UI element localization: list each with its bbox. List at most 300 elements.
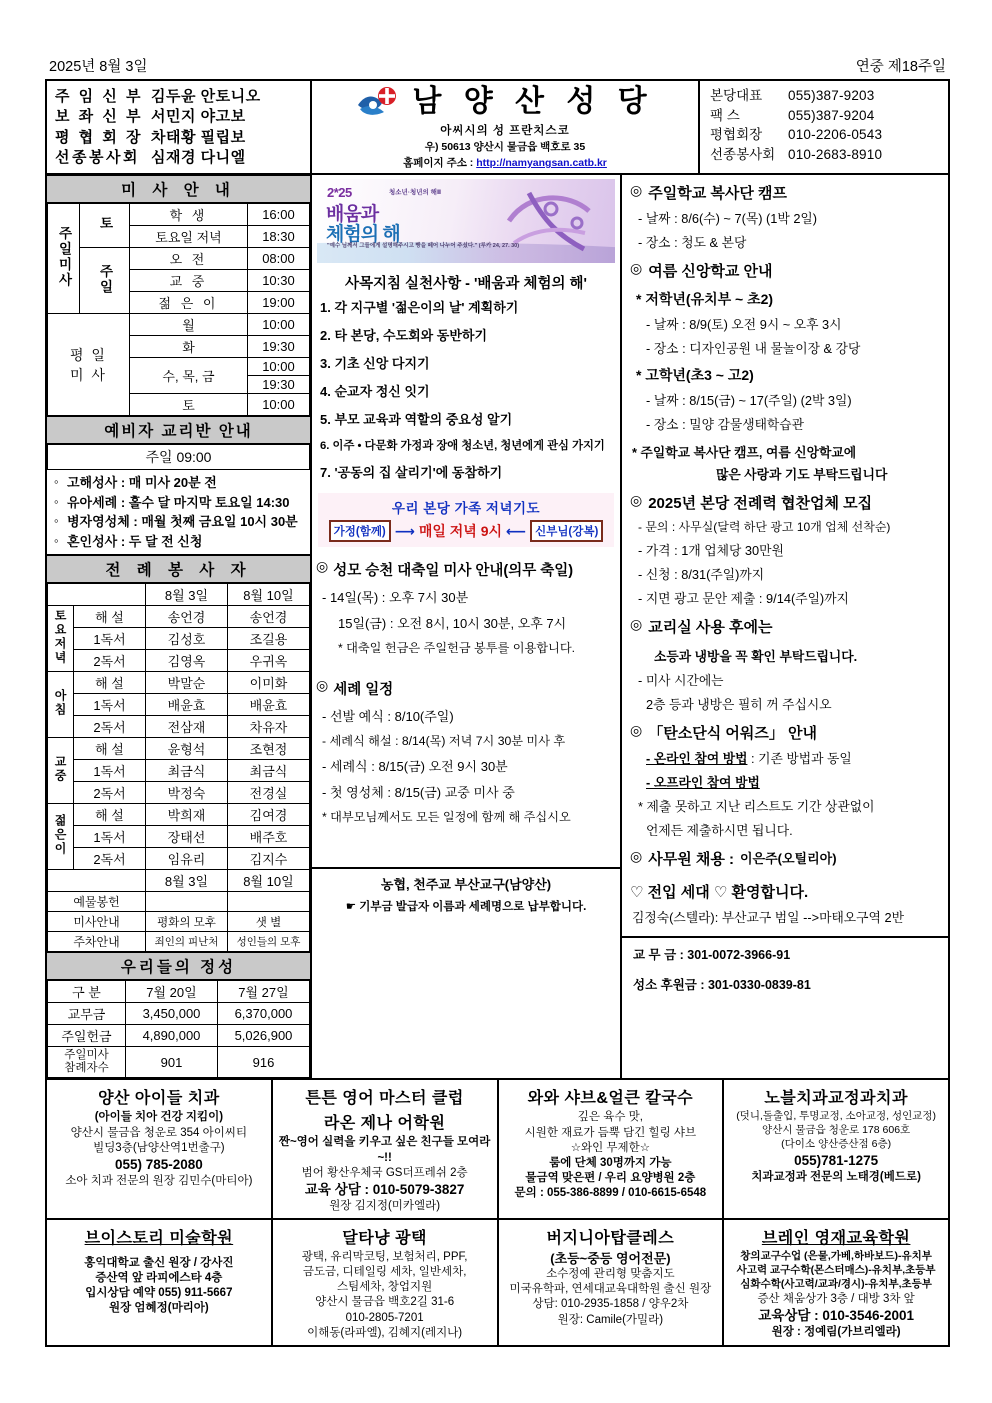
mass-name: 화 [130,336,248,358]
church-homepage [314,155,696,170]
ad-card[interactable] [273,1220,499,1345]
bullet-target-icon: ◎ [630,260,643,276]
assumption-line: * 대축일 헌금은 주일헌금 봉투를 이용합니다. [338,641,575,656]
mass-time: 19:00 [247,292,309,314]
volunteer-role: 2독서 [74,650,146,672]
bulletin-body [45,175,950,1080]
ad-line: 광택, 유리막코팅, 보험처리, PPF, [301,1250,468,1263]
contact-row [710,145,944,165]
staff-role: 선종봉사회 [55,148,140,166]
lower-grade-line: - 장소 : 디자인공원 내 물놀이장 & 강당 [646,341,861,356]
bullet-target-icon: ◎ [630,492,643,508]
volunteer-group-label: 아침 [53,689,67,717]
ad-title: 와와 샤브&얼큰 칼국수 [527,1090,694,1108]
ad-line: 증산역 앞 라피에스타 4층 [95,1272,223,1285]
offering-label: 주일헌금 [48,1025,126,1047]
assumption-heading: 성모 승천 대축일 미사 안내(의무 축일) [333,563,574,580]
table-row [48,1047,310,1078]
volunteer-name: 최금식 [146,760,228,782]
volunteer-role: 1독서 [74,694,146,716]
ad-title-2: 라온 제나 어학원 [323,1115,446,1133]
ad-line: (다이소 양산증산점 6층) [781,1138,892,1151]
welcome-row [630,881,944,902]
ad-line: (덧니,돌출입, 투명교정, 소아교정, 성인교정) [736,1110,937,1123]
mass-name: 토 [130,394,248,416]
table-row [48,981,310,1003]
ad-line: (아이들 치아 건강 지킴이) [94,1111,224,1124]
bulletin-page [45,55,950,1347]
extra-role: 예물봉헌 [48,892,146,912]
staff-row [55,107,304,127]
contact-number: 010-2683-8910 [788,146,883,162]
volunteer-name: 박정숙 [146,782,228,804]
offering-heading: 우리들의 정성 [47,952,310,980]
ad-line: 양산시 물금읍 청운로 178 606호 [762,1124,911,1137]
sponsor-line: - 가격 : 1개 업체당 30만원 [638,543,784,558]
contact-number: 055)387-9203 [788,88,875,103]
carbon-note-1: * 제출 못하고 지난 리스트도 기간 상관없이 [638,799,875,814]
contact-label: 평협회장 [710,127,763,143]
contact-row [710,106,944,126]
pastoral-item: 1. 각 지구별 '젊은이의 날' 계획하기 [320,300,519,315]
right-column [622,175,948,1078]
ad-phone: 055) 785-2080 [114,1156,203,1172]
baptism-line: - 첫 영성체 : 8/15(금) 교중 미사 중 [322,785,515,801]
extra-value: 평화의 모후 [146,912,228,932]
ad-phone: 입시상담 예약 055) 911-5667 [85,1287,233,1300]
lower-grade-line: - 날짜 : 8/9(토) 오전 9시 ~ 오후 3시 [646,317,842,332]
sacrament-item: ◦ 혼인성사 : 두 달 전 신청 [54,532,308,552]
ad-line: 홍익대학교 출신 원장 / 강사진 [84,1256,234,1269]
mass-schedule-heading: 미 사 안 내 [47,175,310,203]
volunteer-name: 김영옥 [146,650,228,672]
table-row [48,584,310,606]
poster-line-2: 체험의 해 [326,224,400,245]
church-address: 우) 50613 양산시 물금읍 백호로 35 [424,141,586,153]
family-evening-prayer-box [318,493,614,547]
pastoral-item: 6. 이주 • 다문화 가정과 장애 청소년, 청년에게 관심 가지기 [320,440,605,453]
masthead [45,79,950,175]
volunteer-date-2: 8월 10일 [228,584,310,606]
sponsor-line: - 문의 : 사무실(달력 하단 광고 10개 업체 선착순) [638,520,891,534]
sacrament-item: ◦ 유아세례 : 홀수 달 마지막 토요일 14:30 [54,493,308,513]
ad-phone: 교육 상담 : 010-5079-3827 [304,1181,465,1197]
ad-line: (초등~중등 영어전문) [550,1250,671,1266]
volunteer-name: 장태선 [146,826,228,848]
bullet-target-icon: ◎ [316,558,329,575]
clergy-staff-list [47,81,312,173]
account-line: 교 무 금 : 301-0072-3966-91 [633,948,791,962]
baptism-heading-row [316,678,616,699]
ad-line: 범어 황산우체국 GS더프레쉬 2층 [301,1166,468,1179]
sponsor-heading-row [630,492,944,513]
staff-role: 보 좌 신 부 [55,108,143,126]
sacrament-item: ◦ 병자영성체 : 매월 첫째 금요일 10시 30분 [54,512,308,532]
table-row [48,870,310,892]
ad-card[interactable] [499,1220,725,1345]
volunteer-name: 김여경 [228,804,310,826]
table-row [48,932,310,952]
ad-line: ☆와인 무제한☆ [570,1141,651,1154]
ad-line: 치과교정과 전문의 노태경(베드로) [751,1170,921,1183]
poster-line-1: 배움과 [326,204,379,225]
sunday-label: 주일 [97,263,113,295]
table-row [48,628,310,650]
bank-name: 농협, 천주교 부산교구(남양산) [380,877,552,893]
volunteer-date-1: 8월 3일 [146,584,228,606]
bullet-target-icon: ◎ [630,616,643,632]
ad-card[interactable] [724,1080,948,1218]
offering-label: 교무금 [48,1003,126,1025]
ad-line: 룸에 단체 30명까지 가능 [549,1156,672,1169]
ad-line: 증산 채움상가 3층 / 대방 3차 앞 [757,1292,915,1305]
pastoral-item: 7. '공동의 집 살리기'에 동참하기 [320,465,503,481]
dateline [45,55,950,79]
assumption-line: - 14일(목) : 오후 7시 30분 [322,590,469,606]
ad-line: 원장 김지정(미카엘라) [329,1199,441,1212]
offering-amount: 3,450,000 [126,1003,218,1025]
offering-amount: 6,370,000 [218,1003,310,1025]
contact-label: 팩 스 [710,107,740,123]
extra-value: 죄인의 피난처 [146,932,228,952]
pastoral-item: 4. 순교자 정신 잇기 [320,383,430,399]
ad-line: 소아 치과 전문의 원장 김민수(마티아) [65,1174,253,1187]
church-identity [312,81,700,173]
volunteer-name: 임유리 [146,848,228,870]
table-row [48,314,310,336]
classroom-line: - 미사 시간에는 [638,673,724,688]
baptism-line: * 대부모님께서도 모든 일정에 함께 해 주십시오 [322,810,571,825]
ad-line: 소수정예 관리형 맞춤지도 [546,1268,675,1281]
baptism-line: - 세례식 해설 : 8/14(목) 저녁 7시 30분 미사 후 [322,734,566,749]
sponsor-line: - 신청 : 8/31(주일)까지 [638,567,765,582]
left-column [47,175,312,1078]
mass-time: 16:00 [247,204,309,226]
poster-quote: "예수 님께서 그들에게 설명해주시고 빵을 떼어 나누어 주셨다." (루카 24, 27. 30) [327,243,520,249]
extra-value: 성인들의 모후 [228,932,310,952]
table-row [48,760,310,782]
camp-line: - 날짜 : 8/6(수) ~ 7(목) (1박 2일) [638,211,818,226]
assumption-section [316,559,616,656]
volunteer-role: 2독서 [74,782,146,804]
staff-name: 차태황 필립보 [151,128,246,146]
sponsor-heading: 2025년 본당 전례력 협찬업체 모집 [648,495,873,512]
staff-row [55,128,304,148]
table-row [48,826,310,848]
table-row [48,1003,310,1025]
carbon-offline-label: - 오프라인 참여 방법 [646,775,760,790]
baptism-heading: 세례 일정 [333,682,394,699]
ad-line: 물금역 맞은편 / 우리 요양병원 2층 [525,1172,696,1185]
volunteer-name: 조현정 [228,738,310,760]
mass-name: 교 중 [130,270,248,292]
ad-line: 금도금, 디테일링 세차, 일반세차, [302,1266,467,1279]
classroom-line: 2층 등과 냉방은 필히 꺼 주십시오 [646,697,832,712]
volunteer-name: 송언경 [146,606,228,628]
middle-column [312,175,622,1078]
lower-grade-title: * 저학년(유치부 ~ 초2) [636,291,774,307]
extra-date-2: 8월 10일 [228,870,310,892]
ad-card[interactable] [47,1220,273,1345]
sacrament-list [47,470,310,555]
arrow-left-icon: ⟵ [506,522,527,539]
weekday-mass-label: 평 일 미 사 [48,314,130,416]
ad-phone: 055)781-1275 [794,1153,879,1169]
catechumen-time: 주일 09:00 [48,445,310,470]
offering-label: 주일미사 참례자수 [48,1047,126,1078]
upper-grade-line: - 장소 : 밀양 감물생태학습관 [646,417,805,432]
contact-number: 055)387-9204 [788,107,875,123]
ad-card[interactable] [273,1080,499,1218]
extra-date-1: 8월 3일 [146,870,228,892]
prayer-time: 매일 저녁 9시 [418,523,503,540]
saturday-label: 토 [97,216,113,232]
summer-school-note-1: * 주일학교 복사단 캠프, 여름 신앙학교에 [632,445,857,460]
bullet-target-icon: ◎ [316,677,329,694]
offering-table [47,980,310,1078]
staff-hire-name: 이은주(오틸리아) [740,851,837,866]
ad-line: 빌딩3층(남양산역1번출구) [93,1141,225,1154]
account-line: 성소 후원금 : 301-0330-0839-81 [633,978,811,992]
bulletin-date: 2025년 8월 3일 [49,59,148,75]
volunteers-table [47,583,310,952]
prayer-right-tag: 신부님(강복) [530,520,603,542]
baptism-section [316,678,616,825]
ad-title: 브레인 영재교육학원 [761,1229,911,1247]
bullet-target-icon: ◎ [630,848,643,864]
contact-list [700,81,948,173]
table-row [48,694,310,716]
classroom-heading-2: 소등과 냉방을 꼭 확인 부탁드립니다. [654,649,858,664]
ad-row-1 [47,1080,948,1220]
arrow-right-icon: ⟶ [394,522,415,539]
ad-card[interactable] [499,1080,725,1218]
table-row [48,445,310,470]
mass-time: 19:30 [247,376,309,394]
carbon-note-2: 언제든 제출하시면 됩니다. [646,823,793,838]
volunteer-name: 전삼재 [146,716,228,738]
ad-row-2 [47,1220,948,1345]
carbon-online-label: - 온라인 참여 방법 [646,751,748,766]
ad-phone: 교육상담 : 010-3546-2001 [758,1307,914,1323]
volunteer-name: 박말순 [146,672,228,694]
table-row [48,892,310,912]
poster-figure-icon [489,181,609,261]
carbon-online-row [646,748,944,767]
mass-time: 10:00 [247,358,309,376]
carbon-heading-row [630,722,944,743]
welcome-line: 김정숙(스텔라): 부산교구 범일 -->마태오구역 2반 [632,910,904,925]
ad-line: 창의교구수업 (은물,가베,하바보드)-유치부 [740,1249,932,1262]
offering-amount: 901 [126,1047,218,1078]
carbon-online-tail: : 기존 방법과 동일 [747,751,852,766]
ad-title: 버지니아탑클레스 [546,1229,675,1247]
volunteer-name: 최금식 [228,760,310,782]
ad-line: 깊은 육수 맛, [577,1111,643,1124]
mass-name: 오 전 [130,248,248,270]
ad-line: 원장: Camile(가밀라) [557,1313,664,1326]
offering-amount: 4,890,000 [126,1025,218,1047]
assumption-line: 15일(금) : 오전 8시, 10시 30분, 오후 7시 [338,616,567,632]
extra-role: 주차안내 [48,932,146,952]
prayer-left-tag: 가정(함께) [329,520,391,542]
divider [622,936,948,938]
mass-name: 학 생 [130,204,248,226]
staff-row [55,87,304,107]
volunteer-name: 김성호 [146,628,228,650]
ad-title: 달타냥 광택 [342,1229,427,1247]
mass-time: 10:30 [247,270,309,292]
volunteer-name: 송언경 [228,606,310,628]
summer-school-note-2: 많은 사랑과 기도 부탁드립니다 [716,467,888,482]
contact-row [710,86,944,106]
volunteer-role: 해 설 [74,738,146,760]
mass-name: 월 [130,314,248,336]
mass-name: 토요일 저녁 [130,226,248,248]
camp-heading: 주일학교 복사단 캠프 [648,185,787,202]
poster-year: 2*25 [327,185,352,200]
liturgical-week: 연중 제18주일 [855,59,946,75]
offering-date-1: 7월 20일 [126,981,218,1003]
volunteer-name: 배윤효 [146,694,228,716]
pastoral-title: 사목지침 실천사항 - '배움과 체험의 해' [345,276,587,292]
table-row [48,804,310,826]
volunteer-role: 1독서 [74,760,146,782]
offering-amount: 5,026,900 [218,1025,310,1047]
ad-card[interactable] [47,1080,273,1218]
table-row [48,650,310,672]
summer-school-heading-row [630,260,944,281]
church-logo-icon [356,85,402,119]
welcome-heading: ♡ 전입 세대 ♡ 환영합니다. [630,884,809,901]
church-patron: 아씨시의 성 프란치스코 [440,125,570,137]
ad-line: 이해동(라파엘), 김혜지(레지나) [307,1326,463,1339]
pastoral-item: 2. 타 본당, 수도회와 동반하기 [320,327,488,343]
contact-label: 선종봉사회 [710,146,776,162]
catechumen-heading: 예비자 교리반 안내 [47,416,310,444]
table-row [48,248,310,270]
table-row [48,912,310,932]
sunday-mass-label: 주일미사 [56,226,72,288]
volunteer-group-label: 토요저녁 [53,609,67,665]
staff-row [55,148,304,168]
extra-value [146,892,228,912]
table-row [48,672,310,694]
advertisements [45,1080,950,1347]
ad-phone: 상담: 010-2935-1858 / 양우2차 [532,1298,689,1311]
homepage-url[interactable]: http://namyangsan.catb.kr [476,157,607,169]
ad-line: 시원한 재료가 듬뿍 담긴 힐링 샤브 [524,1126,697,1139]
volunteer-role: 2독서 [74,716,146,738]
staff-name: 김두윤 안토니오 [151,88,261,105]
extra-value: 샛 별 [228,912,310,932]
carbon-heading: 「탄소단식 어워즈」 안내 [648,725,817,742]
table-row [48,716,310,738]
ad-line: 양산시 물금읍 청운로 354 아이씨티 [70,1126,248,1139]
mass-time: 10:00 [247,314,309,336]
volunteer-name: 배윤효 [228,694,310,716]
bullet-target-icon: ◎ [630,182,643,198]
ad-phone: 010-2805-7201 [345,1311,424,1324]
ad-title: 브이스토리 미술학원 [84,1229,234,1247]
volunteer-name: 이미화 [228,672,310,694]
table-row [48,606,310,628]
ad-title: 양산 아이들 치과 [98,1090,220,1108]
table-row [48,1025,310,1047]
bullet-target-icon: ◎ [630,722,643,738]
volunteer-name: 박희재 [146,804,228,826]
pastoral-list [312,300,620,482]
classroom-heading: 교리실 사용 후에는 [648,619,773,636]
mass-name: 수, 목, 금 [130,358,248,394]
ad-line: 사고력 교구수학(몬스터매스)-유치부,초등부 [736,1263,936,1276]
volunteer-name: 전경실 [228,782,310,804]
extra-role: 미사안내 [48,912,146,932]
ad-title: 튼튼 영어 마스터 클럽 [305,1090,464,1108]
volunteer-name: 조길용 [228,628,310,650]
volunteer-role: 2독서 [74,848,146,870]
donation-bank-section [312,867,620,918]
mass-schedule-table [47,203,310,416]
volunteer-role: 해 설 [74,606,146,628]
ad-line: 원장 엄혜정(마리아) [109,1302,209,1315]
prayer-box-title: 우리 본당 가족 저녁기도 [391,501,541,517]
mass-time: 10:00 [247,394,309,416]
volunteer-group-label: 교중 [53,755,67,783]
volunteer-role: 해 설 [74,672,146,694]
homepage-label: 홈페이지 주소 : [403,157,477,169]
volunteer-name: 김지수 [228,848,310,870]
baptism-line: - 세례식 : 8/15(금) 오전 9시 30분 [322,759,508,775]
offering-amount: 916 [218,1047,310,1078]
ad-phone: 문의 : 055-386-8899 / 010-6615-6548 [514,1187,707,1200]
volunteer-name: 배주호 [228,826,310,848]
staff-role: 주 임 신 부 [55,88,143,105]
table-row [48,782,310,804]
ad-line: 스팀세차, 창업지원 [336,1281,433,1294]
contact-number: 010-2206-0543 [788,127,883,143]
church-name: 남 양 산 성 당 [412,85,654,118]
ad-line: 심화수학(사고력/교과/경시)-유치부,초등부 [740,1277,932,1290]
ad-card[interactable] [724,1220,948,1345]
mass-time: 19:30 [247,336,309,358]
upper-grade-line: - 날짜 : 8/15(금) ~ 17(주일) (2박 3일) [646,393,852,408]
staff-role: 평 협 회 장 [55,128,143,146]
catechumen-table [47,444,310,470]
volunteer-role: 1독서 [74,826,146,848]
sponsor-line: - 지면 광고 문안 제출 : 9/14(주일)까지 [638,591,849,606]
bank-note: ☛ 기부금 발급자 이름과 세례명으로 납부합니다. [345,901,587,914]
ad-title: 노블치과교정과치과 [764,1090,908,1108]
offering-date-2: 7월 27일 [218,981,310,1003]
sacrament-item: ◦ 고해성사 : 매 미사 20분 전 [54,473,308,493]
volunteer-group-label: 젊은이 [53,814,67,856]
contact-row [710,125,944,145]
ad-line: 미국유학파, 연세대교육대학원 출신 원장 [509,1283,712,1296]
assumption-heading-row [316,559,616,580]
ad-line: 양산시 물금읍 백호2길 31-6 [315,1296,455,1309]
mass-time: 18:30 [247,226,309,248]
table-row [48,738,310,760]
extra-value [228,892,310,912]
baptism-line: - 선발 예식 : 8/10(주일) [322,709,454,725]
classroom-heading-row [630,616,944,637]
volunteer-name: 우귀옥 [228,650,310,672]
contact-label: 본당대표 [710,88,763,103]
summer-school-heading: 여름 신앙학교 안내 [648,263,773,280]
pastoral-item: 3. 기초 신앙 다지기 [320,355,430,371]
staff-hire-row [630,848,944,869]
